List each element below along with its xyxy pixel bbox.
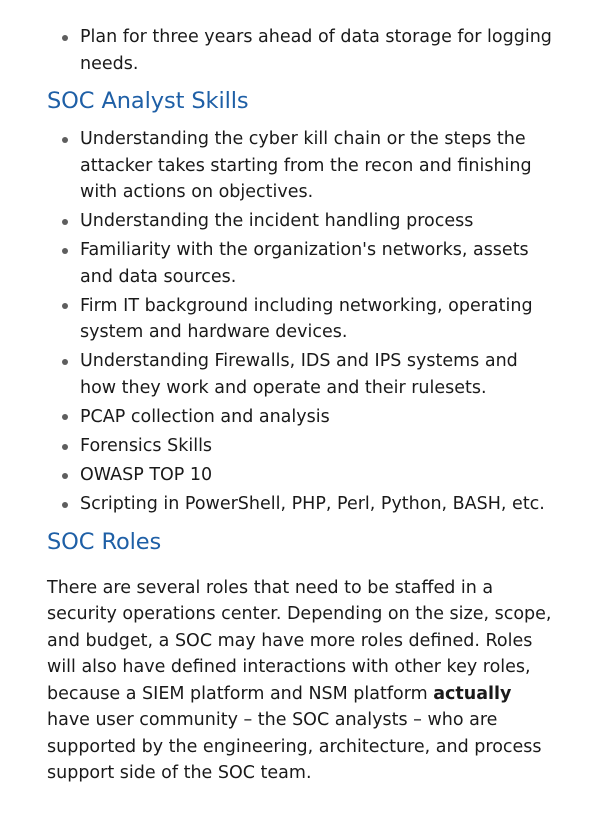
list-item-text: OWASP TOP 10 [80,465,213,486]
list-item [47,237,554,290]
bullet-icon [62,219,68,225]
list-item-text: Scripting in PowerShell, PHP, Perl, Python, BASH, etc. [80,494,545,515]
list-item-text: Familiarity with the organization's networks, assets and data sources. [80,240,529,287]
roles-paragraph [47,575,554,787]
bullet-icon [62,502,68,508]
list-item [47,491,554,518]
bullet-icon [62,359,68,365]
bullet-icon [62,248,68,254]
roles-paragraph-text-start: There are several roles that need to be staffed in a security operations center. Depending on the size, scope, and budget, a SOC may have more roles defined. Roles will also have defined interactions with other key roles, because a SIEM platform and NSM platform [47,577,552,704]
bullet-icon [62,444,68,450]
bullet-icon [62,473,68,479]
list-item [47,24,554,77]
roles-paragraph-bold-word: actually [433,683,512,704]
list-item-text: Understanding the cyber kill chain or the steps the attacker takes starting from the recon and finishing with actions on objectives. [80,129,532,202]
list-item-text: Forensics Skills [80,436,213,457]
list-item-text: Firm IT background including networking, operating system and hardware devices. [80,295,533,343]
bullet-icon [62,303,68,309]
roles-paragraph-text-end: have user community – the SOC analysts – who are supported by the engineering, architecture, and process support side of the SOC team. [47,710,542,784]
section-heading-soc-analyst-skills: SOC Analyst Skills [47,88,249,114]
list-item [47,404,554,431]
intro-list [47,0,554,77]
skills-list [47,126,554,518]
list-item [47,293,554,346]
list-item-text: PCAP collection and analysis [80,406,330,427]
list-item-text: Understanding Firewalls, IDS and IPS systems and how they work and operate and their rulesets. [80,351,518,398]
section-heading-soc-roles: SOC Roles [47,528,162,555]
bullet-icon [62,35,68,41]
list-item [47,348,554,401]
list-item-text: Plan for three years ahead of data storage for logging needs. [80,27,552,74]
list-item [47,462,554,489]
list-item [47,208,554,235]
bullet-icon [62,137,68,143]
list-item [47,433,554,460]
list-item [47,126,554,206]
list-item-text: Understanding the incident handling process [80,211,474,232]
bullet-icon [62,414,68,420]
